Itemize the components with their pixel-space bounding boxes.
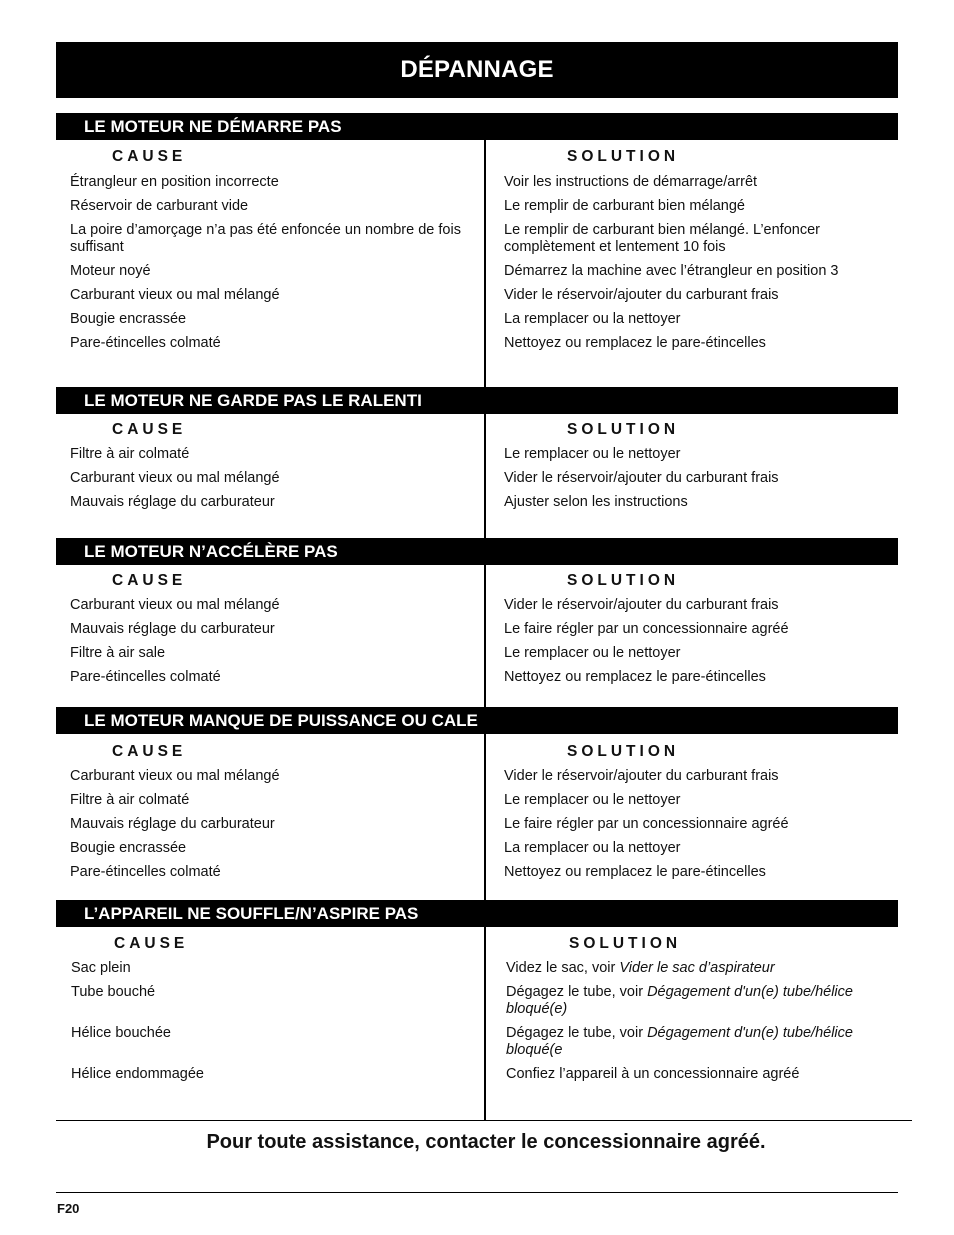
page-title: DÉPANNAGE xyxy=(56,42,898,98)
solution-text: Dégagez le tube, voir xyxy=(506,984,648,1000)
solution-reference: Dégagement d'un(e) tube/hélice bloqué(e) xyxy=(506,984,853,1017)
section-engine-wont-idle xyxy=(56,387,898,538)
solution-cell: Nettoyez ou remplacez le pare-étincelles xyxy=(504,864,766,880)
page-number: F20 xyxy=(57,1201,80,1216)
solution-text: Videz le sac, voir xyxy=(506,960,620,976)
cause-cell: Sac plein xyxy=(71,960,131,976)
solution-cell: Vider le réservoir/ajouter du carburant frais xyxy=(504,287,779,303)
cause-cell: Bougie encrassée xyxy=(70,840,187,856)
cause-cell: Carburant vieux ou mal mélangé xyxy=(70,287,280,303)
solution-cell: Le remplir de carburant bien mélangé. L’enfoncer complètement et lentement 10 fois xyxy=(504,222,820,255)
column-divider xyxy=(484,927,486,1120)
solution-cell: Nettoyez ou remplacez le pare-étincelles xyxy=(504,335,766,351)
column-divider xyxy=(484,565,486,707)
solution-header: SOLUTION xyxy=(567,421,680,438)
cause-cell: Carburant vieux ou mal mélangé xyxy=(70,768,280,784)
section-heading: LE MOTEUR N’ACCÉLÈRE PAS xyxy=(56,538,898,565)
cause-cell: Mauvais réglage du carburateur xyxy=(70,621,275,637)
solution-cell xyxy=(506,1025,886,1059)
section-heading: L’APPAREIL NE SOUFFLE/N’ASPIRE PAS xyxy=(56,900,898,927)
solution-cell: La remplacer ou la nettoyer xyxy=(504,311,681,327)
cause-cell: Hélice endommagée xyxy=(71,1066,204,1082)
table-bottom-rule xyxy=(56,1120,912,1121)
section-engine-lacks-power xyxy=(56,707,898,900)
solution-cell: Nettoyez ou remplacez le pare-étincelles xyxy=(504,669,766,685)
solution-cell: Le remplir de carburant bien mélangé xyxy=(504,198,745,214)
cause-header: CAUSE xyxy=(112,743,187,760)
solution-cell: La remplacer ou la nettoyer xyxy=(504,840,681,856)
cause-cell: Carburant vieux ou mal mélangé xyxy=(70,597,280,613)
cause-header: CAUSE xyxy=(112,148,187,165)
solution-cell: Le remplacer ou le nettoyer xyxy=(504,792,681,808)
cause-cell: Mauvais réglage du carburateur xyxy=(70,494,275,510)
cause-cell: Étrangleur en position incorrecte xyxy=(70,174,279,190)
cause-cell: Mauvais réglage du carburateur xyxy=(70,816,275,832)
solution-cell: Vider le réservoir/ajouter du carburant frais xyxy=(504,597,779,613)
solution-header: SOLUTION xyxy=(567,148,680,165)
solution-cell: Ajuster selon les instructions xyxy=(504,494,688,510)
cause-cell: Pare-étincelles colmaté xyxy=(70,669,221,685)
section-engine-wont-accelerate xyxy=(56,538,898,707)
section-heading: LE MOTEUR NE DÉMARRE PAS xyxy=(56,113,898,140)
cause-cell: Moteur noyé xyxy=(70,263,151,279)
column-divider xyxy=(484,734,486,900)
solution-cell: Vider le réservoir/ajouter du carburant frais xyxy=(504,768,779,784)
section-unit-wont-blow-vacuum xyxy=(56,900,898,1120)
solution-cell: Le faire régler par un concessionnaire agréé xyxy=(504,621,789,637)
solution-cell: Voir les instructions de démarrage/arrêt xyxy=(504,174,758,190)
solution-cell: Vider le réservoir/ajouter du carburant frais xyxy=(504,470,779,486)
solution-header: SOLUTION xyxy=(569,935,682,952)
solution-header: SOLUTION xyxy=(567,743,680,760)
solution-text: Dégagez le tube, voir xyxy=(506,1025,648,1041)
cause-cell: Hélice bouchée xyxy=(71,1025,171,1041)
solution-cell: Le remplacer ou le nettoyer xyxy=(504,446,681,462)
column-divider xyxy=(484,414,486,538)
cause-cell: Réservoir de carburant vide xyxy=(70,198,249,214)
solution-cell xyxy=(506,984,886,1018)
column-divider xyxy=(484,140,486,387)
section-engine-wont-start xyxy=(56,113,898,387)
solution-cell: Démarrez la machine avec l’étrangleur en position 3 xyxy=(504,263,839,279)
section-heading: LE MOTEUR NE GARDE PAS LE RALENTI xyxy=(56,387,898,414)
cause-cell: La poire d’amorçage n’a pas été enfoncée un nombre de fois suffisant xyxy=(70,222,461,255)
solution-cell xyxy=(506,960,886,977)
cause-cell: Pare-étincelles colmaté xyxy=(70,335,221,351)
solution-reference: Vider le sac d’aspirateur xyxy=(619,960,775,976)
solution-cell xyxy=(506,1066,886,1083)
cause-cell: Carburant vieux ou mal mélangé xyxy=(70,470,280,486)
section-heading: LE MOTEUR MANQUE DE PUISSANCE OU CALE xyxy=(56,707,898,734)
solution-cell: Le remplacer ou le nettoyer xyxy=(504,645,681,661)
cause-cell: Pare-étincelles colmaté xyxy=(70,864,221,880)
cause-header: CAUSE xyxy=(114,935,189,952)
solution-cell: Le faire régler par un concessionnaire agréé xyxy=(504,816,789,832)
cause-cell: Bougie encrassée xyxy=(70,311,187,327)
cause-cell: Filtre à air sale xyxy=(70,645,166,661)
cause-header: CAUSE xyxy=(112,421,187,438)
solution-reference: Dégagement d'un(e) tube/hélice bloqué(e xyxy=(506,1025,853,1058)
cause-cell: Tube bouché xyxy=(71,984,156,1000)
cause-cell: Filtre à air colmaté xyxy=(70,446,190,462)
solution-header: SOLUTION xyxy=(567,572,680,589)
footer-rule xyxy=(56,1192,898,1193)
cause-cell: Filtre à air colmaté xyxy=(70,792,190,808)
solution-text: Confiez l’appareil à un concessionnaire agréé xyxy=(506,1066,800,1082)
cause-header: CAUSE xyxy=(112,572,187,589)
assistance-note: Pour toute assistance, contacter le concessionnaire agréé. xyxy=(206,1131,766,1153)
